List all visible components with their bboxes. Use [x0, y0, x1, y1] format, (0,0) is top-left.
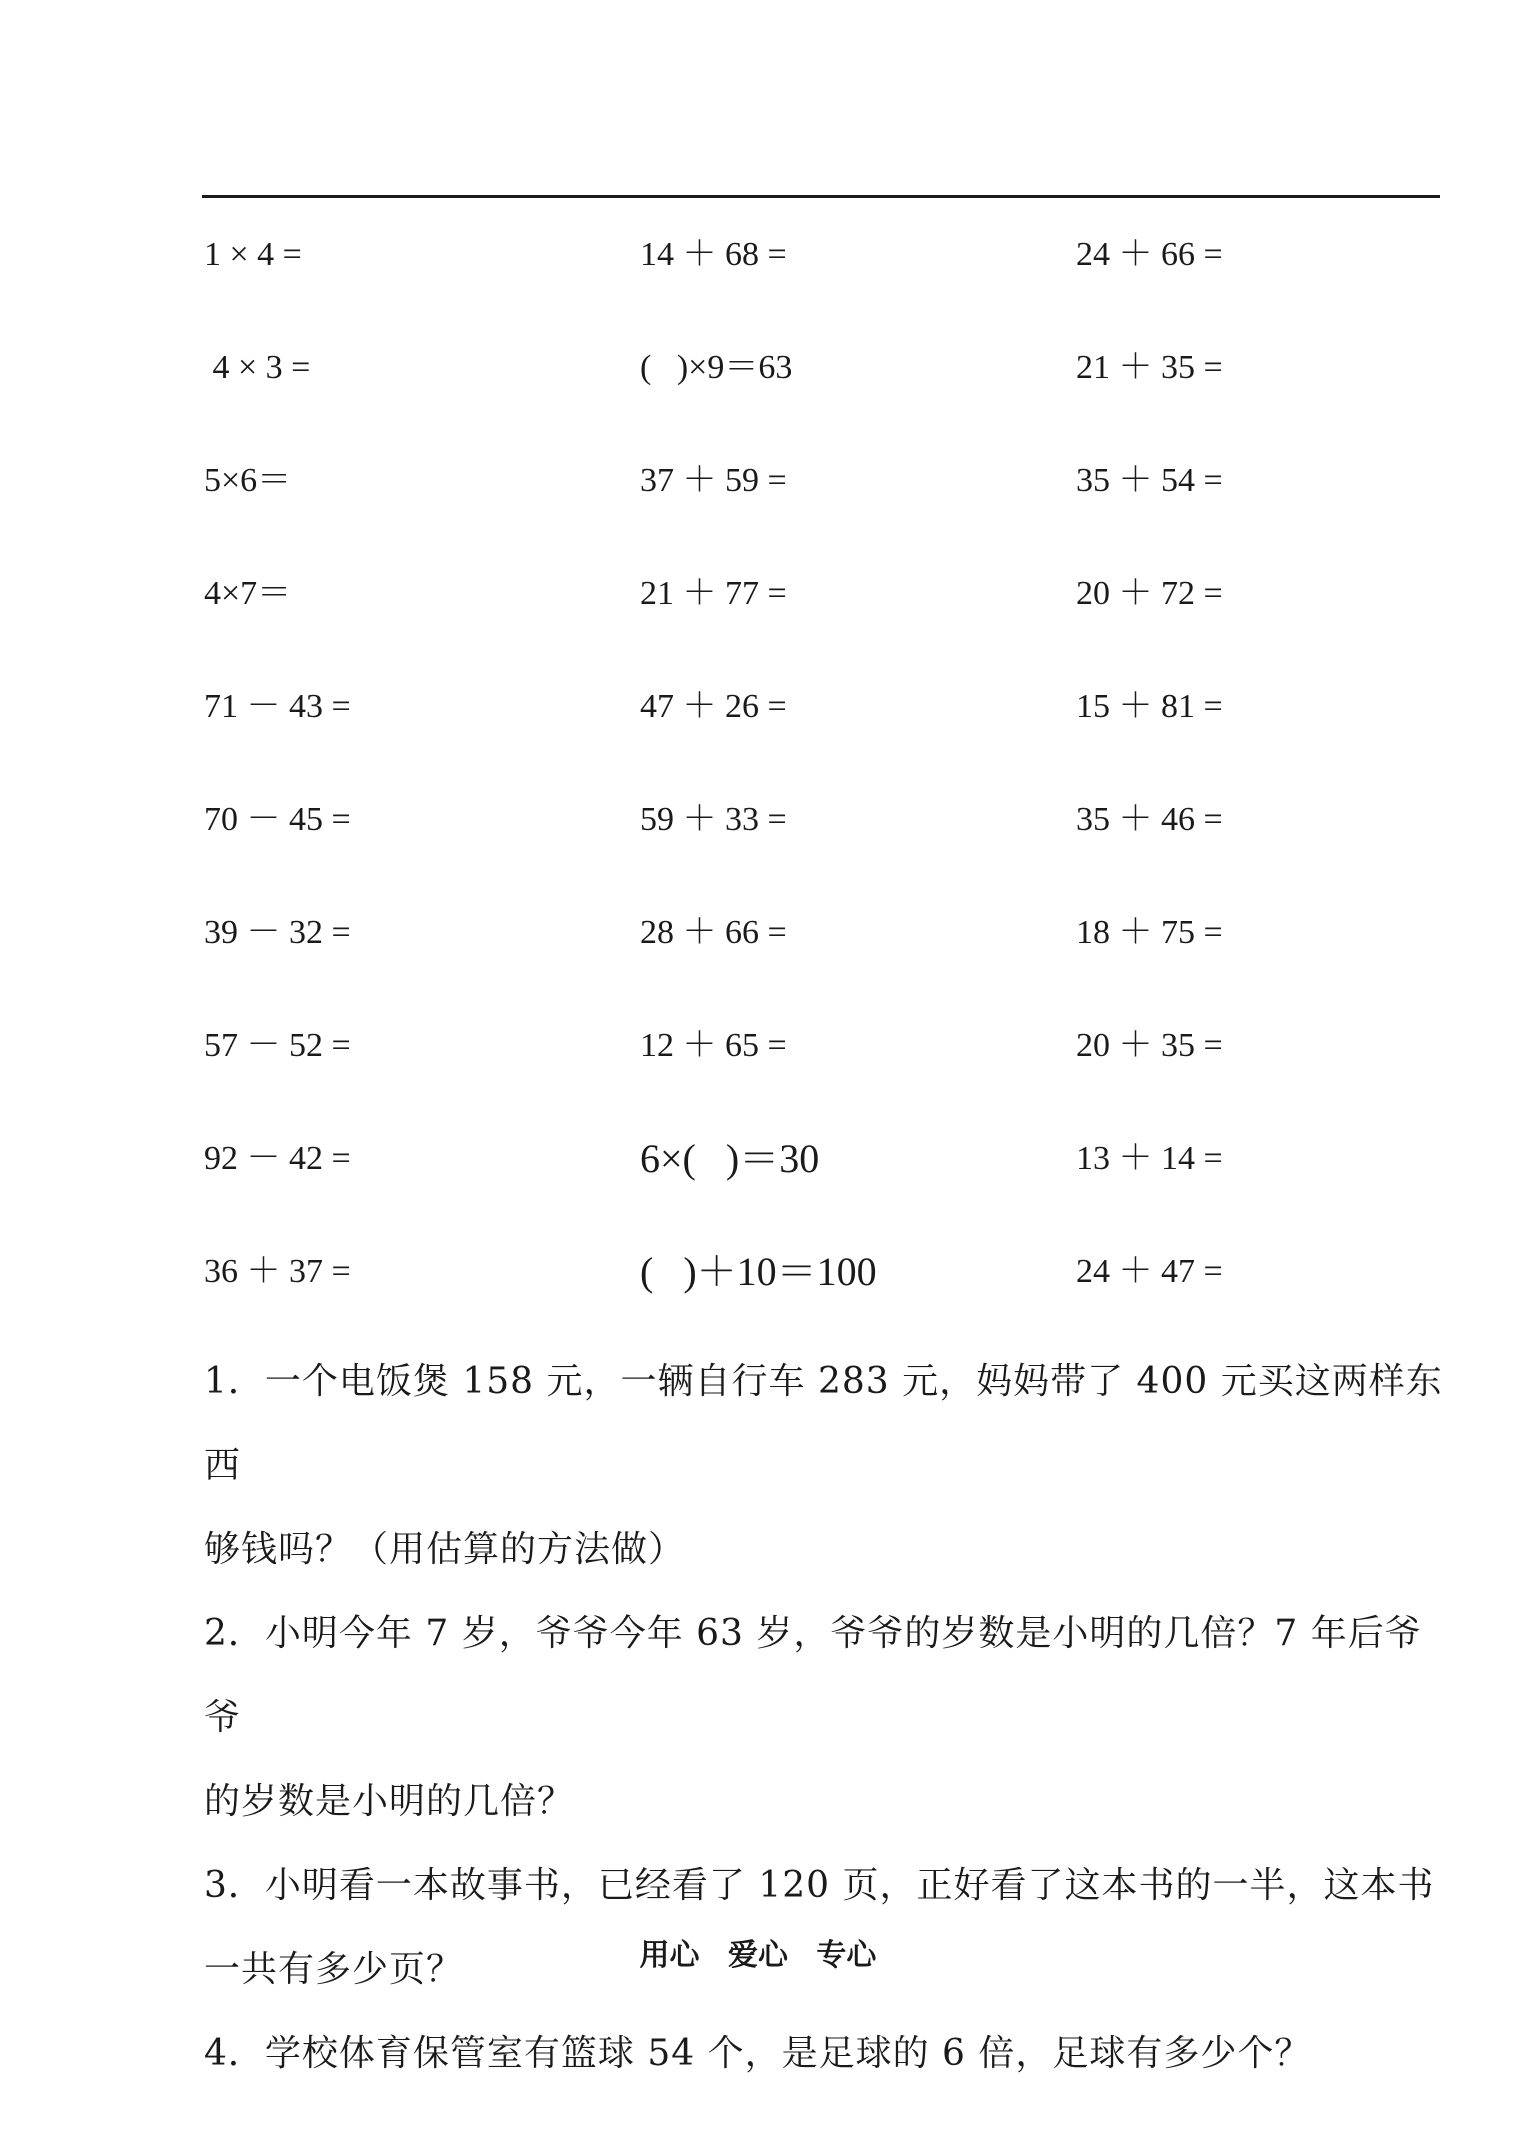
equation: 5×6＝ [204, 462, 292, 499]
equation: ( )×9＝63 [640, 349, 793, 386]
problem-line: 的岁数是小明的几倍？ [204, 1781, 575, 1822]
equation: 35 ＋ 46 = [1076, 801, 1223, 838]
problem-line: 4．学校体育保管室有篮球 54 个，是足球的 6 倍，足球有多少个？ [204, 2033, 1312, 2074]
word-problems [204, 1340, 1444, 2096]
problem-line: 一共有多少页？ [204, 1949, 464, 1990]
equation: 21 ＋ 77 = [640, 575, 787, 612]
equation: 28 ＋ 66 = [640, 914, 787, 951]
page-footer: 用心 爱心 专心 [639, 1938, 877, 1973]
problem-line: 1．一个电饭煲 158 元，一辆自行车 283 元，妈妈带了 400 元买这两样东西 [204, 1361, 1443, 1486]
equation: 4×7＝ [204, 575, 292, 612]
equation: 92 － 42 = [204, 1140, 351, 1177]
word-problem [204, 1844, 1444, 2012]
equation: 14 ＋ 68 = [640, 236, 787, 273]
equation: 20 ＋ 35 = [1076, 1027, 1223, 1064]
equation-row [0, 677, 1516, 737]
equation: 59 ＋ 33 = [640, 801, 787, 838]
equation: ( )＋10＝100 [640, 1249, 877, 1294]
equation: 18 ＋ 75 = [1076, 914, 1223, 951]
word-problem [204, 2012, 1444, 2096]
equation: 6×( )＝30 [640, 1136, 820, 1181]
problem-line: 2．小明今年 7 岁，爷爷今年 63 岁，爷爷的岁数是小明的几倍？7 年后爷爷 [204, 1613, 1422, 1738]
equation-row [0, 903, 1516, 963]
equation-row [0, 338, 1516, 398]
equation: 37 ＋ 59 = [640, 462, 787, 499]
equation: 13 ＋ 14 = [1076, 1140, 1223, 1177]
equation-row [0, 1242, 1516, 1302]
equation: 71 － 43 = [204, 688, 351, 725]
problem-line: 3．小明看一本故事书，已经看了 120 页，正好看了这本书的一半，这本书 [204, 1865, 1435, 1906]
equation-row [0, 225, 1516, 285]
word-problem [204, 1592, 1444, 1844]
equation-row [0, 1016, 1516, 1076]
equation: 24 ＋ 47 = [1076, 1253, 1223, 1290]
equation-row [0, 564, 1516, 624]
equation: 1 × 4 = [204, 236, 302, 273]
equation: 4 × 3 = [204, 349, 311, 386]
equation: 12 ＋ 65 = [640, 1027, 787, 1064]
word-problem [204, 1340, 1444, 1592]
equation-row [0, 790, 1516, 850]
equation: 15 ＋ 81 = [1076, 688, 1223, 725]
equation: 47 ＋ 26 = [640, 688, 787, 725]
problem-line: 够钱吗？（用估算的方法做） [204, 1529, 686, 1570]
equation: 70 － 45 = [204, 801, 351, 838]
equation: 35 ＋ 54 = [1076, 462, 1223, 499]
equation-row [0, 451, 1516, 511]
equation: 21 ＋ 35 = [1076, 349, 1223, 386]
equation: 36 ＋ 37 = [204, 1253, 351, 1290]
equation-row [0, 1129, 1516, 1189]
equation: 20 ＋ 72 = [1076, 575, 1223, 612]
equation: 57 － 52 = [204, 1027, 351, 1064]
equation: 24 ＋ 66 = [1076, 236, 1223, 273]
equation: 39 － 32 = [204, 914, 351, 951]
